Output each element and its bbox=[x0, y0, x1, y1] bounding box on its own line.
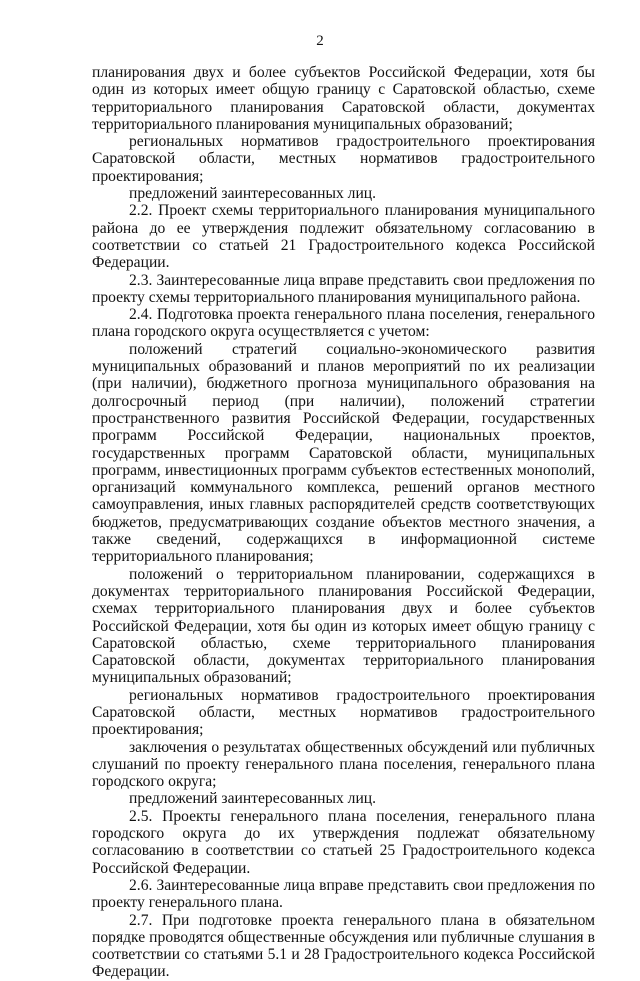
paragraph: региональных нормативов градостроительного проектирования Саратовской области, местных нормативов градостроительного проектирования; bbox=[92, 686, 595, 739]
paragraph: 2.3. Заинтересованные лица вправе представить свои предложения по проекту схемы территориального планирования муниципального района. bbox=[92, 271, 595, 306]
paragraph: 2.6. Заинтересованные лица вправе представить свои предложения по проекту генерального плана. bbox=[92, 876, 595, 912]
paragraph: 2.2. Проект схемы территориального планирования муниципального района до ее утверждения подлежит обязательному согласованию в соответствии со статьей 21 Градостроительного кодекса Российской Федерации. bbox=[92, 202, 595, 272]
paragraph: предложений заинтересованных лиц. bbox=[129, 790, 377, 808]
document-body bbox=[92, 64, 595, 981]
paragraph: положений о территориальном планировании, содержащихся в документах территориального планирования Российской Федерации, схемах территориального планирования двух и более субъектов Российской Федерации, хотя бы один из которых имеет общую границу с Саратовской областью, схеме территориального планирования Саратовской области, документах территориального планирования муниципальных образований; bbox=[92, 565, 595, 687]
paragraph: 2.5. Проекты генерального плана поселения, генерального плана городского округа до их утверждения подлежат обязательному согласованию в соответствии со статьей 25 Градостроительного кодекса Российской Федерации. bbox=[92, 807, 595, 877]
paragraph: 2.4. Подготовка проекта генерального плана поселения, генерального плана городского округа осуществляется с учетом: bbox=[92, 306, 595, 341]
paragraph: 2.7. При подготовке проекта генерального плана в обязательном порядке проводятся общественные обсуждения или публичные слушания в соответствии со статьями 5.1 и 28 Градостроительного кодекса Российской Федерации. bbox=[92, 911, 595, 981]
paragraph: региональных нормативов градостроительного проектирования Саратовской области, местных нормативов градостроительного проектирования; bbox=[92, 133, 595, 185]
paragraph: положений стратегий социально-экономического развития муниципальных образований и планов мероприятий по их реализации (при наличии), бюджетного прогноза муниципального образования на долгосрочный период (при наличии), положений стратегии пространственного развития Российской Федерации, государственных программ Российской Федерации, национальных проектов, государственных программ Саратовской области, муниципальных программ, инвестиционных программ субъектов естественных монополий, организаций коммунального комплекса, решений органов местного самоуправления, иных главных распорядителей средств соответствующих бюджетов, предусматривающих создание объектов местного значения, а также сведений, содержащихся в информационной системе территориального планирования; bbox=[92, 340, 595, 566]
page-number: 2 bbox=[316, 33, 324, 49]
paragraph: предложений заинтересованных лиц. bbox=[129, 185, 377, 203]
paragraph: планирования двух и более субъектов Российской Федерации, хотя бы один из которых имеет общую границу с Саратовской областью, схеме территориального планирования Саратовской области, документах территориального планирования муниципальных образований; bbox=[92, 64, 595, 133]
paragraph: заключения о результатах общественных обсуждений или публичных слушаний по проекту генерального плана поселения, генерального плана городского округа; bbox=[92, 738, 595, 791]
